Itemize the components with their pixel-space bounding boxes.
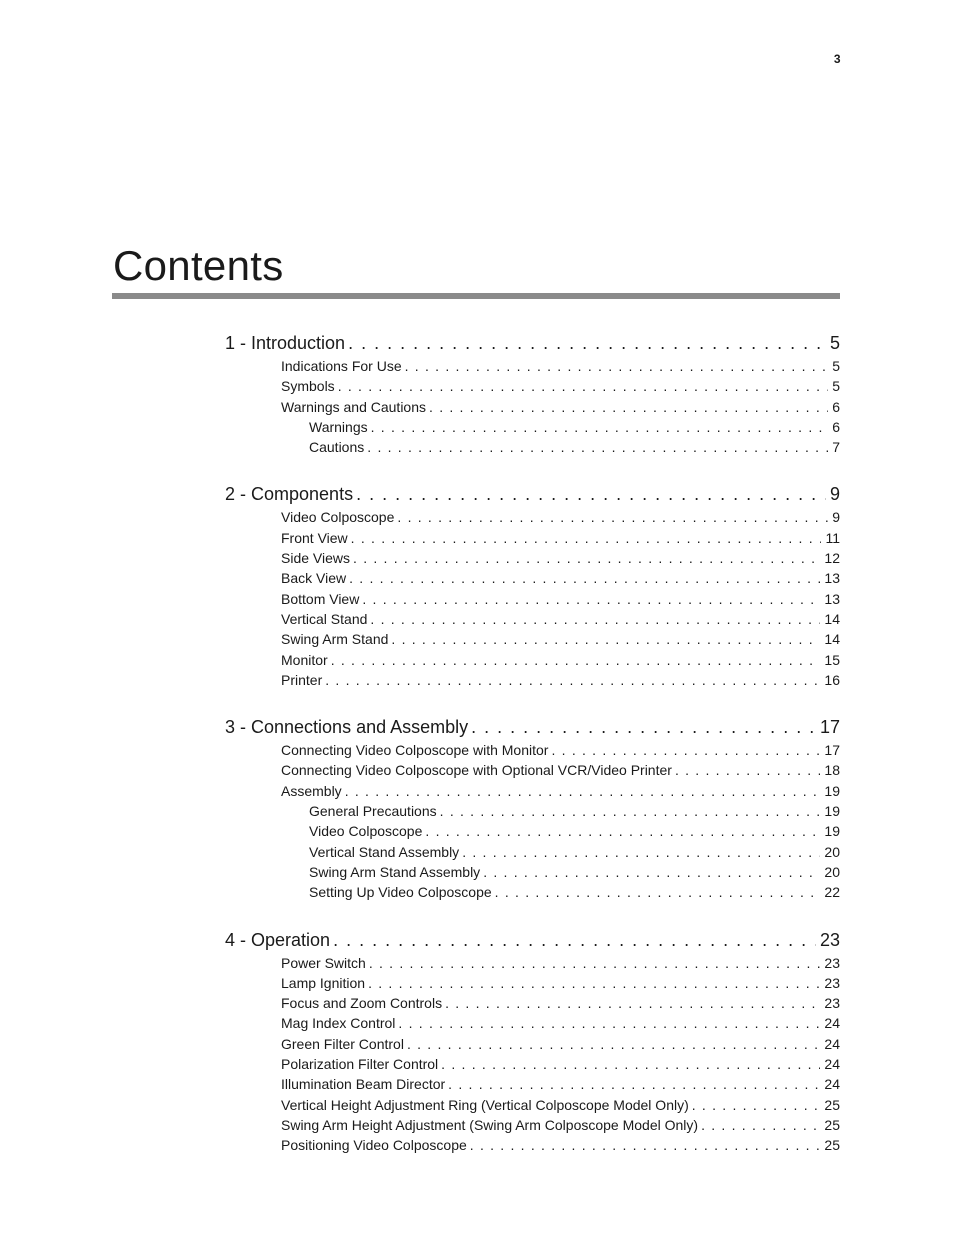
toc-page-number: 5 [832,358,840,374]
toc-entry-label: Vertical Stand Assembly [309,843,460,860]
dot-leader [425,821,820,841]
dot-leader [441,1054,820,1074]
toc-page-number: 16 [824,671,840,688]
toc-section-entry[interactable] [225,568,840,588]
dot-leader [692,1095,821,1115]
toc-chapter [225,927,840,1156]
toc-section-entry[interactable] [225,740,840,760]
dot-leader [675,760,820,780]
dot-leader [345,781,821,801]
toc-page-number: 6 [832,398,840,415]
toc-section-entry[interactable] [225,781,840,801]
toc-page-number: 19 [824,823,840,840]
toc-page-number: 13 [824,590,840,607]
toc-section-entry[interactable] [225,1013,840,1033]
toc-entry-label: Warnings and Cautions [281,398,427,415]
toc-entry-label: Positioning Video Colposcope [281,1137,467,1154]
dot-leader [470,1135,821,1155]
toc-entry-label: Illumination Beam Director [281,1076,446,1093]
toc-section-entry[interactable] [225,1115,840,1135]
dot-leader [551,740,820,760]
toc-page-number: 19 [824,782,840,799]
toc-page-number: 23 [819,929,840,950]
toc-section-entry[interactable] [225,376,840,396]
toc-entry-label: Bottom View [281,590,360,607]
toc-page-number: 5 [829,333,840,353]
toc-entry-label: Video Colposcope [281,509,395,526]
dot-leader [351,528,822,548]
dot-leader [348,330,826,356]
toc-section-entry[interactable] [225,548,840,568]
toc-section-entry[interactable] [225,760,840,780]
dot-leader [371,417,829,437]
toc-entry-label: Green Filter Control [281,1035,404,1052]
toc-page-number: 18 [824,762,840,779]
dot-leader [391,629,820,649]
toc-entry-label: Back View [281,570,347,587]
toc-page-number: 9 [832,509,840,526]
toc-entry-label: 3 - Connections and Assembly [225,717,469,738]
toc-entry-label: Focus and Zoom Controls [281,995,443,1012]
toc-entry-label: Monitor [281,651,328,668]
dot-leader [398,1013,820,1033]
toc-entry-label: Cautions [309,439,365,456]
dot-leader [701,1115,820,1135]
dot-leader [331,650,821,670]
toc-subsection-entry[interactable] [225,882,840,902]
toc-chapter-heading[interactable] [225,481,840,507]
toc-section-entry[interactable] [225,1135,840,1155]
toc-section-entry[interactable] [225,1095,840,1115]
toc-page-number: 20 [824,843,840,860]
toc-section-entry[interactable] [225,650,840,670]
toc-chapter-heading[interactable] [225,927,840,953]
dot-leader [445,993,820,1013]
toc-entry-label: Video Colposcope [309,823,423,840]
toc-section-entry[interactable] [225,973,840,993]
toc-section-entry[interactable] [225,609,840,629]
dot-leader [397,507,828,527]
toc-entry-label: Connecting Video Colposcope with Monitor [281,742,549,759]
toc-entry-label: Swing Arm Height Adjustment (Swing Arm Colposcope Model Only) [281,1116,699,1133]
toc-entry-label: Side Views [281,550,351,567]
table-of-contents [225,330,840,1180]
toc-page-number: 17 [824,742,840,759]
toc-page-number: 15 [824,651,840,668]
toc-page-number: 9 [829,484,840,505]
toc-section-entry[interactable] [225,356,840,376]
toc-subsection-entry[interactable] [225,862,840,882]
toc-page-number: 12 [824,550,840,567]
dot-leader [369,953,821,973]
page-title: Contents [113,242,284,289]
toc-entry-label: 4 - Operation [225,929,331,950]
toc-entry-label: Swing Arm Stand Assembly [309,863,481,880]
toc-entry-label: Polarization Filter Control [281,1056,439,1073]
toc-entry-label: Connecting Video Colposcope with Optional VCR/Video Printer [281,762,672,779]
toc-page-number: 24 [824,1076,840,1093]
toc-chapter [225,481,840,690]
toc-section-entry[interactable] [225,1054,840,1074]
toc-subsection-entry[interactable] [225,821,840,841]
toc-page-number: 25 [824,1137,840,1154]
toc-page-number: 17 [819,717,840,738]
toc-entry-label: Indications For Use [281,358,402,374]
toc-entry-label: Assembly [281,782,342,799]
toc-entry-label: General Precautions [309,803,437,820]
toc-chapter [225,330,840,457]
dot-leader [368,973,820,993]
toc-chapter-heading[interactable] [225,330,840,356]
dot-leader [495,882,821,902]
dot-leader [483,862,820,882]
dot-leader [462,842,820,862]
toc-page-number: 23 [824,974,840,991]
title-rule [112,293,840,299]
toc-page-number: 7 [832,439,840,456]
dot-leader [407,1034,820,1054]
toc-entry-label: Power Switch [281,954,366,971]
toc-page-number: 22 [824,884,840,901]
toc-section-entry[interactable] [225,1034,840,1054]
toc-page-number: 24 [824,1015,840,1032]
toc-page-number: 24 [824,1056,840,1073]
toc-entry-label: Lamp Ignition [281,974,366,991]
dot-leader [367,437,828,457]
toc-entry-label: Printer [281,671,323,688]
dot-leader [370,609,820,629]
toc-section-entry[interactable] [225,528,840,548]
dot-leader [440,801,821,821]
toc-page-number: 14 [824,631,840,648]
toc-page-number: 24 [824,1035,840,1052]
dot-leader [349,568,820,588]
dot-leader [448,1074,820,1094]
toc-page-number: 23 [824,954,840,971]
page-number: 3 [833,52,841,66]
toc-entry-label: Mag Index Control [281,1015,396,1032]
toc-entry-label: 1 - Introduction [225,333,346,353]
toc-entry-label: 2 - Components [225,484,354,505]
dot-leader [405,356,829,376]
toc-page-number: 13 [824,570,840,587]
toc-page-number: 25 [824,1096,840,1113]
toc-section-entry[interactable] [225,953,840,973]
toc-page-number: 6 [832,418,840,435]
toc-entry-label: Vertical Height Adjustment Ring (Vertical Colposcope Model Only) [281,1096,689,1113]
toc-page-number: 11 [825,529,840,546]
toc-page-number: 14 [824,610,840,627]
toc-subsection-entry[interactable] [225,801,840,821]
toc-entry-label: Symbols [281,378,335,395]
toc-entry-label: Vertical Stand [281,610,368,627]
toc-chapter-heading[interactable] [225,714,840,740]
toc-section-entry[interactable] [225,589,840,609]
dot-leader [325,670,820,690]
toc-page-number: 23 [824,995,840,1012]
toc-section-entry[interactable] [225,670,840,690]
dot-leader [362,589,820,609]
toc-page-number: 19 [824,803,840,820]
dot-leader [356,481,826,507]
toc-chapter [225,714,840,902]
toc-subsection-entry[interactable] [225,437,840,457]
toc-section-entry[interactable] [225,993,840,1013]
toc-section-entry[interactable] [225,507,840,527]
toc-page-number: 5 [832,378,840,395]
toc-subsection-entry[interactable] [225,842,840,862]
toc-page-number: 25 [824,1116,840,1133]
dot-leader [353,548,820,568]
dot-leader [471,714,816,740]
toc-page-number: 20 [824,863,840,880]
toc-section-entry[interactable] [225,397,840,417]
dot-leader [429,397,828,417]
dot-leader [333,927,816,953]
toc-entry-label: Swing Arm Stand [281,631,389,648]
dot-leader [338,376,829,396]
toc-entry-label: Front View [281,529,348,546]
toc-section-entry[interactable] [225,629,840,649]
toc-entry-label: Setting Up Video Colposcope [309,884,492,901]
toc-subsection-entry[interactable] [225,417,840,437]
toc-entry-label: Warnings [309,418,368,435]
toc-section-entry[interactable] [225,1074,840,1094]
